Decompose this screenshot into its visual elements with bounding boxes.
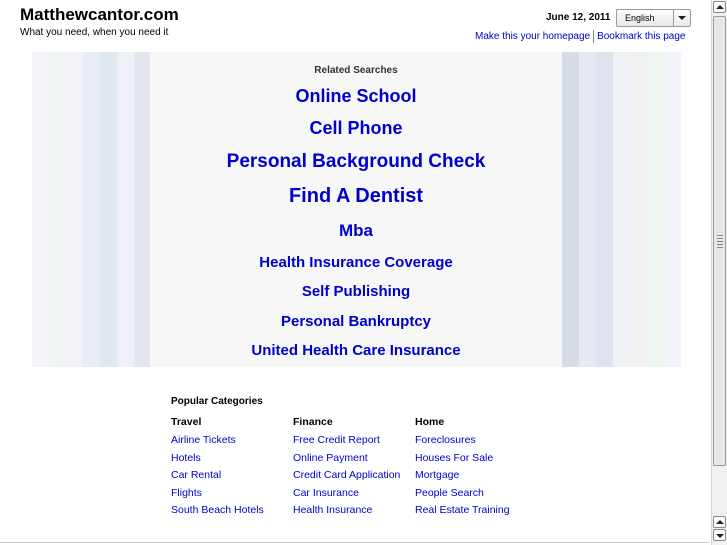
- category-link[interactable]: Hotels: [171, 451, 201, 464]
- stripe: [613, 52, 630, 367]
- category-link[interactable]: Airline Tickets: [171, 434, 236, 446]
- make-homepage-link[interactable]: Make this your homepage: [475, 31, 591, 43]
- stripe: [664, 52, 681, 367]
- stripe: [83, 52, 100, 367]
- related-link-self-publishing[interactable]: Self Publishing: [301, 283, 411, 300]
- category-heading: Finance: [293, 416, 333, 428]
- category-link[interactable]: Foreclosures: [415, 434, 476, 446]
- site-tagline: What you need, when you need it: [20, 27, 169, 38]
- related-link-health-insurance-coverage[interactable]: Health Insurance Coverage: [259, 254, 453, 271]
- category-link[interactable]: Car Rental: [171, 469, 222, 481]
- category-link[interactable]: People Search: [415, 486, 484, 499]
- scroll-up-icon[interactable]: [713, 1, 726, 13]
- footer-divider: [0, 542, 710, 543]
- stripe: [49, 52, 66, 367]
- related-link-background-check[interactable]: Personal Background Check: [226, 151, 486, 172]
- category-link[interactable]: Health Insurance: [293, 504, 373, 516]
- stripe: [630, 52, 647, 367]
- stripe: [647, 52, 664, 367]
- stripe: [66, 52, 83, 367]
- related-searches-title: Related Searches: [314, 65, 398, 76]
- related-link-united-health-care[interactable]: United Health Care Insurance: [251, 342, 461, 359]
- category-link[interactable]: Flights: [171, 486, 202, 499]
- related-link-personal-bankruptcy[interactable]: Personal Bankruptcy: [280, 313, 432, 330]
- popular-categories-title: Popular Categories: [171, 396, 263, 407]
- current-date: June 12, 2011: [546, 12, 611, 23]
- stripe: [32, 52, 49, 367]
- stripe: [100, 52, 117, 367]
- grip-icon: [717, 235, 723, 249]
- category-link[interactable]: Mortgage: [415, 469, 460, 481]
- category-link[interactable]: Credit Card Application: [293, 469, 401, 481]
- stripe: [134, 52, 151, 367]
- related-searches-panel: [150, 52, 562, 367]
- bookmark-link[interactable]: Bookmark this page: [597, 31, 686, 43]
- language-select[interactable]: [616, 9, 691, 27]
- vertical-scrollbar[interactable]: [711, 0, 727, 545]
- scroll-up-lower-icon[interactable]: [713, 516, 726, 528]
- scrollbar-thumb[interactable]: [713, 16, 726, 466]
- category-column-home: [415, 416, 510, 520]
- scroll-down-icon[interactable]: [713, 529, 726, 541]
- related-link-cell-phone[interactable]: Cell Phone: [309, 118, 403, 138]
- category-link[interactable]: Houses For Sale: [415, 451, 494, 464]
- category-link[interactable]: Car Insurance: [293, 486, 359, 499]
- related-link-find-dentist[interactable]: Find A Dentist: [288, 185, 424, 207]
- category-column-travel: [171, 416, 264, 520]
- category-link[interactable]: Real Estate Training: [415, 504, 510, 516]
- site-title[interactable]: Matthewcantor.com: [20, 5, 179, 24]
- stripe: [562, 52, 579, 367]
- category-link[interactable]: Free Credit Report: [293, 434, 380, 446]
- top-links: [475, 30, 685, 43]
- category-heading: Travel: [171, 416, 202, 428]
- category-link[interactable]: South Beach Hotels: [171, 504, 264, 516]
- link-divider: [593, 30, 594, 43]
- decorative-stripes-right: [562, 52, 681, 367]
- decorative-stripes-left: [32, 52, 151, 367]
- chevron-down-icon: [673, 10, 690, 26]
- category-heading: Home: [415, 416, 445, 428]
- related-link-mba[interactable]: Mba: [339, 221, 373, 240]
- related-link-online-school[interactable]: Online School: [295, 86, 417, 106]
- stripe: [596, 52, 613, 367]
- language-select-value: English: [625, 13, 655, 23]
- stripe: [579, 52, 596, 367]
- category-column-finance: [293, 416, 400, 520]
- category-link[interactable]: Online Payment: [293, 451, 368, 464]
- stripe: [117, 52, 134, 367]
